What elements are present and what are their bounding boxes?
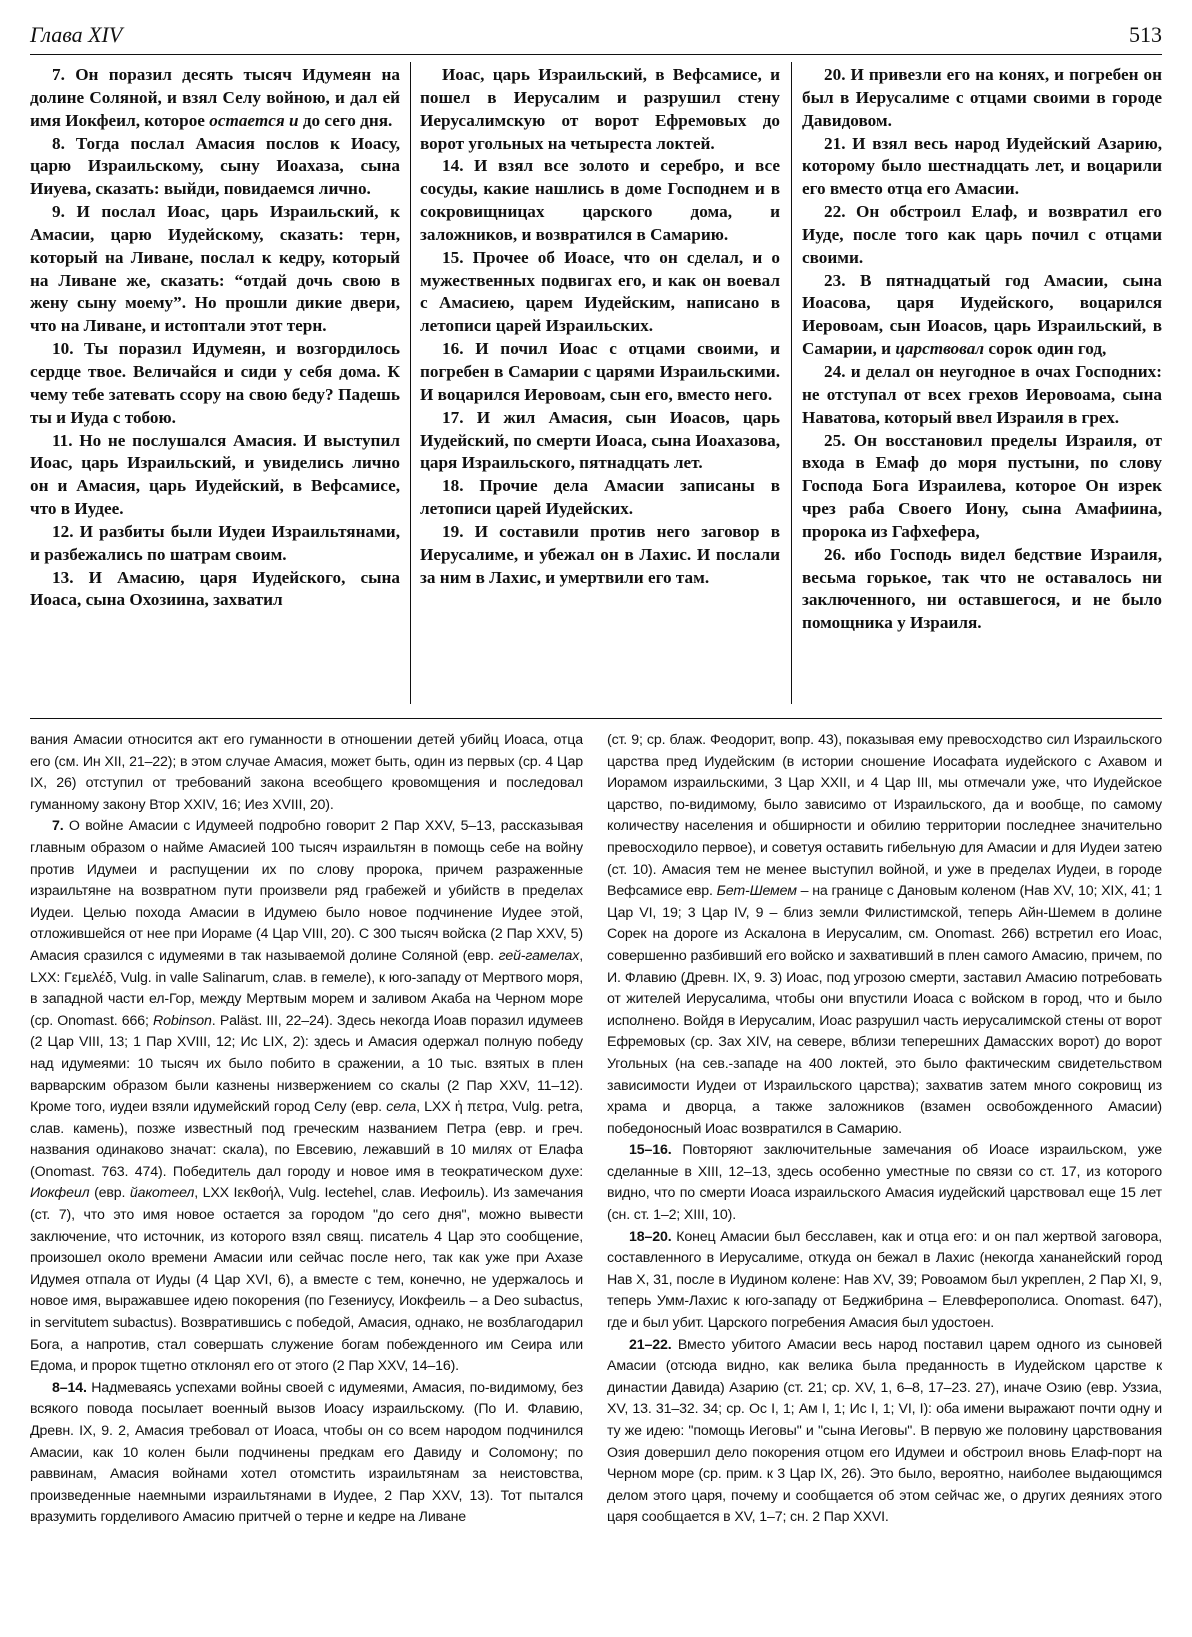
- verse: [30, 338, 400, 429]
- verse-text: 13. И Амасию, царя Иудейского, сына Иоаса, сына Охозиина, захватил: [30, 567, 400, 610]
- scripture-column-1: [30, 64, 400, 718]
- verse-text: 22. Он обстроил Елаф, и возвратил его Иуде, после того как царь почил с отцами своими.: [802, 202, 1162, 267]
- page-number: 513: [1129, 22, 1162, 47]
- commentary-text: Иокфеил: [30, 1185, 90, 1202]
- verse: [30, 133, 400, 202]
- verse-text: 25. Он восстановил пределы Израиля, от входа в Емаф до моря пустыни, по слову Господа Бога Израилева, которое Он изрек чрез раба Своего Иону, сына Амафиина, пророка из Гафхефера,: [802, 430, 1162, 541]
- column-divider: [791, 62, 792, 704]
- verse: [420, 338, 780, 407]
- verse: [802, 270, 1162, 361]
- verse: [420, 521, 780, 590]
- commentary-text: , LXX ἡ πετρα, Vulg. petra, слав. камень), позже известный под греческим названием Петра (евр. и греч. названия одинаково значат: скала), по Евсевию, лежавший в 10 милях от Елафа (Onomast. 763. 474). Победитель дал городу и новое имя в теократическом духе:: [30, 1099, 583, 1180]
- verse-text: 15. Прочее об Иоасе, что он сделал, и о мужественных подвигах его, и как он воевал с Амасиею, царем Иудейским, написано в летописи царей Израильских.: [420, 247, 780, 336]
- verse-text: 26. ибо Господь видел бедствие Израиля, весьма горькое, так что не оставалось ни заключенного, ни оставшегося, и не было помощника у Израиля.: [802, 544, 1162, 633]
- verse-reference: 7.: [52, 818, 64, 835]
- verse-text: до сего дня.: [298, 110, 393, 130]
- verse: [802, 361, 1162, 430]
- commentary-paragraph: [30, 816, 583, 1377]
- commentary-text: Конец Амасии был бесславен, как и отца его: и он пал жертвой заговора, составленного в Иерусалиме, откуда он бежал в Лахис (некогда хананейский город Нав X, 31, после в Иудином колене: Нав XV, 39; Ровоамом был укреплен, 2 Пар XI, 9, теперь Умм-Лахис к юго-западу от Беджибрина – Елевферополиса. Onomast. 647), где и был убит. Царского погребения Амасия был удостоен.: [607, 1228, 1162, 1332]
- verse: [802, 133, 1162, 202]
- commentary-text: гей-гамелах: [498, 947, 580, 964]
- commentary-text: , LXX: Γεμελέδ, Vulg. in valle Salinarum, слав. в гемеле), к юго-западу от Мертвого моря, в западной части ел-Гор, между Мертвым морем и заливом Акаба на Черном море (ср. Onomast. 666;: [30, 947, 583, 1029]
- verse-text: 23. В пятнадцатый год Амасии, сына Иоасова, царя Иудейского, воцарился Иеровоам, сын Иоасов, царь Израильский, в Самарии, и: [802, 270, 1162, 359]
- verse: [30, 567, 400, 613]
- verse-text: 16. И почил Иоас с отцами своими, и погребен в Самарии с царями Израильскими. И воцарился Иеровоам, сын его, вместо него.: [420, 339, 780, 404]
- verse: [420, 407, 780, 476]
- verse-text: 11. Но не послушался Амасия. И выступил Иоас, царь Израильский, и увиделись лично он и Амасия, царь Иудейский, в Вефсамисе, что в Иудее.: [30, 430, 400, 519]
- scripture-text: [30, 58, 1162, 719]
- commentary-text: йакотеел: [129, 1185, 195, 1202]
- verse-reference: 18–20.: [629, 1228, 672, 1245]
- commentary-text: Robinson: [153, 1012, 212, 1029]
- commentary-text: . Paläst. III, 22–24). Здесь некогда Иоав поразил идумеев (2 Цар VIII, 13; 1 Пар XVIII, 12; Ис LIX, 2): здесь и Амасия одержал полную победу над идумеями: 10 тысяч их было побито в сражении, а 10 тыс. взятых в плен варварским образом были казнены низвержением со скалы (2 Пар XXV, 11–12). Кроме того, иудеи взяли идумейский город Селу (евр.: [30, 1012, 583, 1116]
- verse-reference: 21–22.: [629, 1336, 672, 1353]
- verse-text: 24. и делал он неугодное в очах Господних: не отступал от всех грехов Иеровоама, сына Наватова, который ввел Израиля в грех.: [802, 361, 1162, 427]
- verse-text: 14. И взял все золото и серебро, и все сосуды, какие нашлись в доме Господнем и в сокровищницах царского дома, и заложников, и возвратился в Самарию.: [420, 156, 780, 244]
- chapter-title: Глава XIV: [30, 22, 123, 47]
- commentary-text: , LXX Ιεκθοήλ, Vulg. Iectehel, слав. Иефоиль). Из замечания (ст. 7), что это имя новое остается за городом "до сего дня", можно вывести заключение, что источник, из которого взял свящ. писатель 4 Цар это сообщение, произошел около времени Амасии или сейчас после него, так как уже при Ахазе Идумея отпала от Иуды (4 Цар XVI, 6), а вместе с тем, конечно, не удержалось и новое имя, выражавшее идею покорения (по Гезениусу, Иокфеиль – a Deo subactus, in servitutem subactus). Возвратившись с победой, Амасия, однако, не возблагодарил Бога, а напротив, стал совершать служение богам побежденного им Сеира или Едома, и пророк тщетно отклонял его от этого (2 Пар XXV, 14–16).: [30, 1185, 583, 1375]
- verse: [30, 64, 400, 133]
- commentary-text: вания Амасии относится акт его гуманности в отношении детей убийц Иоаса, отца его (см. Ин XII, 21–22); в этом случае Амасия, может быть, один из первых (ср. 4 Цар IX, 26) отступил от требований закона всеобщего кровомщения и последовал гуманному закону Втор XXIV, 16; Иез XVIII, 20).: [30, 732, 583, 813]
- verse: [420, 155, 780, 246]
- verse: [802, 544, 1162, 635]
- verse: [420, 247, 780, 338]
- commentary-paragraph: [30, 1378, 583, 1529]
- verse-text: 20. И привезли его на конях, и погребен он был в Иерусалиме с отцами своими в городе Давидовом.: [802, 65, 1162, 130]
- scripture-column-2: [420, 64, 780, 718]
- verse-text: 12. И разбиты были Иудеи Израильтянами, и разбежались по шатрам своим.: [30, 521, 400, 564]
- verse: [802, 64, 1162, 133]
- commentary-text: О войне Амасии с Идумеей подробно говорит 2 Пар XXV, 5–13, рассказывая главным образом о найме Амасией 100 тысяч израильтян в помощь себе на войну против Идумеи и распущении их по слову пророка, причем разраженные израильтяне на возвратном пути произвели ряд грабежей и убийств в пределах Иудеи. Целью похода Амасии в Идумею было новое подчинение Иудее этой, отложившейся от нее при Иораме (4 Цар VIII, 20). С 300 тысяч войска (2 Пар XXV, 5) Амасия сразился с идумеями в так называемой долине Соляной (евр.: [30, 818, 583, 964]
- commentary-column-2: [607, 730, 1162, 1620]
- commentary-paragraph: [607, 1140, 1162, 1226]
- verse-text: 7. Он поразил десять тысяч Идумеян на долине Соляной, и взял Селу войною, и дал ей имя Иокфеил, которое: [30, 65, 400, 130]
- commentary-text: села: [386, 1099, 417, 1116]
- commentary-column-1: [30, 730, 583, 1620]
- commentary-text: Вместо убитого Амасии весь народ поставил царем одного из сыновей Амасии (отсюда видно, как велика была преданность в Иудейском царстве к династии Давида) Азарию (ст. 21; ср. XV, 1, 6–8, 17–23. 27), иначе Озию (евр. Уззиа, XV, 13. 31–32. 34; ср. Ос I, 1; Ам I, 1; Ис I, 1; VI, I): оба имени выражают почти одну и ту же идею: "помощь Иеговы" и "сына Иеговы". В первую же половину царствования Озия довершил дело покорения отцом его Идумеи и обстроил вновь Елаф-порт на Черном море (ср. прим. к 3 Цар IX, 26). Это было, вероятно, наиболее выдающимся делом этого царя, почему и сообщается об этом сейчас же, о других деяниях этого царя сообщается в XV, 1–7; сн. 2 Пар XXVI.: [607, 1336, 1162, 1526]
- commentary-text: – на границе с Дановым коленом (Нав XV, 10; XIX, 41; 1 Цар VI, 19; 3 Цар IV, 9 – близ земли Филистимской, теперь Айн-Шемем в долине Сорек на дороге из Аскалона в Иерусалим, см. Onomast. 266) встретил его Иоас, совершенно разбивший его войско и захвативший в плен самого Амасию, причем, по И. Флавию (Древн. IX, 9. 3) Иоас, под угрозою смерти, заставил Амасию потребовать от жителей Иерусалима, чтобы они впустили Иоаса с войском в город, что и было исполнено. Войдя в Иерусалим, Иоас разрушил часть иерусалимской стены от ворот Ефремовых (ср. Зах XIV, на севере, вблизи теперешних Дамасских ворот) до ворот Угольных (на сев.-западе на 400 локтей, это было фактическим свидетельством зависимости Иудеи от Израильского царства); захватив затем много сокровищ из храма и дворца, а также заложников (взамен освобожденного Амасии) победоносный Иоас возвратился в Самарию.: [607, 883, 1162, 1137]
- verse-text: Иоас, царь Израильский, в Вефсамисе, и пошел в Иерусалим и разрушил стену Иерусалимскую от ворот Ефремовых до ворот угольных на четыреста локтей.: [420, 65, 780, 153]
- commentary-paragraph: [607, 1335, 1162, 1529]
- verse-text: 19. И составили против него заговор в Иерусалиме, и убежал он в Лахис. И послали за ним в Лахис, и умертвили его там.: [420, 521, 780, 587]
- column-divider: [410, 62, 411, 704]
- scripture-column-3: [802, 64, 1162, 718]
- verse: [30, 201, 400, 338]
- verse-reference: 8–14.: [52, 1379, 87, 1396]
- verse-reference: 15–16.: [629, 1142, 672, 1159]
- verse-text: 17. И жил Амасия, сын Иоасов, царь Иудейский, по смерти Иоаса, сына Иоахазова, царя Израильского, пятнадцать лет.: [420, 407, 780, 473]
- verse-text: царствовал: [895, 339, 985, 359]
- verse: [420, 64, 780, 155]
- verse: [420, 475, 780, 521]
- verse-text: остается и: [209, 110, 299, 130]
- verse-text: 9. И послал Иоас, царь Израильский, к Амасии, царю Иудейскому, сказать: терн, который на Ливане, послал к кедру, который на Ливане же, сказать: “отдай дочь свою в жену сыну моему”. Но прошли дикие двери, что на Ливане, и истоптали этот терн.: [30, 202, 400, 336]
- verse-text: 18. Прочие дела Амасии записаны в летописи царей Иудейских.: [420, 476, 780, 519]
- verse-text: 10. Ты поразил Идумеян, и возгордилось сердце твое. Величайся и сиди у себя дома. К чему тебе затевать ссору на свою беду? Падешь ты и Иуда с тобою.: [30, 339, 400, 427]
- verse: [802, 201, 1162, 270]
- commentary-text: (евр.: [89, 1185, 130, 1202]
- commentary-paragraph: [30, 730, 583, 816]
- verse: [802, 430, 1162, 544]
- commentary-paragraph: [607, 1227, 1162, 1335]
- commentary-text: Повторяют заключительные замечания об Иоасе израильском, уже сделанные в XIII, 12–13, здесь особенно уместные по связи со ст. 17, из которого видно, что по смерти Иоаса израильского Амасия иудейский царствовал еще 15 лет (сн. ст. 1–2; XIII, 10).: [607, 1142, 1162, 1224]
- verse-text: сорок один год,: [984, 339, 1107, 359]
- verse: [30, 430, 400, 521]
- verse-text: 21. И взял весь народ Иудейский Азарию, которому было шестнадцать лет, и воцарили его вместо отца его Амасии.: [802, 133, 1162, 199]
- commentary-text: Бет-Шемем: [716, 883, 797, 900]
- running-header: [30, 20, 1162, 55]
- verse-text: 8. Тогда послал Амасия послов к Иоасу, царю Израильскому, сыну Иоахаза, сына Ииуева, сказать: выйди, повидаемся лично.: [30, 133, 400, 199]
- verse: [30, 521, 400, 567]
- commentary-paragraph: [607, 730, 1162, 1140]
- commentary-text: (ст. 9; ср. блаж. Феодорит, вопр. 43), показывая ему превосходство сил Израильского царства пред Иудейским (в истории сношение Иосафата иудейского с Ахавом и Иорамом израильскими, 3 Цар XXII, и 4 Цар III, мы отмечали уже, что Иудейское царство, по-видимому, было зависимо от Израильского, да и вообще, по самому количеству населения и обширности и обилию территории последнее значительно превосходило первое), и советуя оставить гибельную для Амасии и для Иудеи затею (ст. 10). Амасия тем не менее выступил войной, и уже в пределах Иудеи, в городе Вефсамисе евр.: [607, 732, 1162, 900]
- commentary-text: Надмеваясь успехами войны своей с идумеями, Амасия, по-видимому, без всякого повода посылает военный вызов Иоасу израильскому. (По И. Флавию, Древн. IX, 9. 2, Амасия требовал от Иоаса, чтобы он со всем народом подчинился Амасии, как 10 колен были подчинены предкам его Давиду и Соломону; по раввинам, Амасия войнами хотел отомстить израильтянам за неистовства, произведенные наемными израильтянами в Иудее, 2 Пар XXV, 13). Тот пытался вразумить горделивого Амасию притчей о терне и кедре на Ливане: [30, 1379, 583, 1526]
